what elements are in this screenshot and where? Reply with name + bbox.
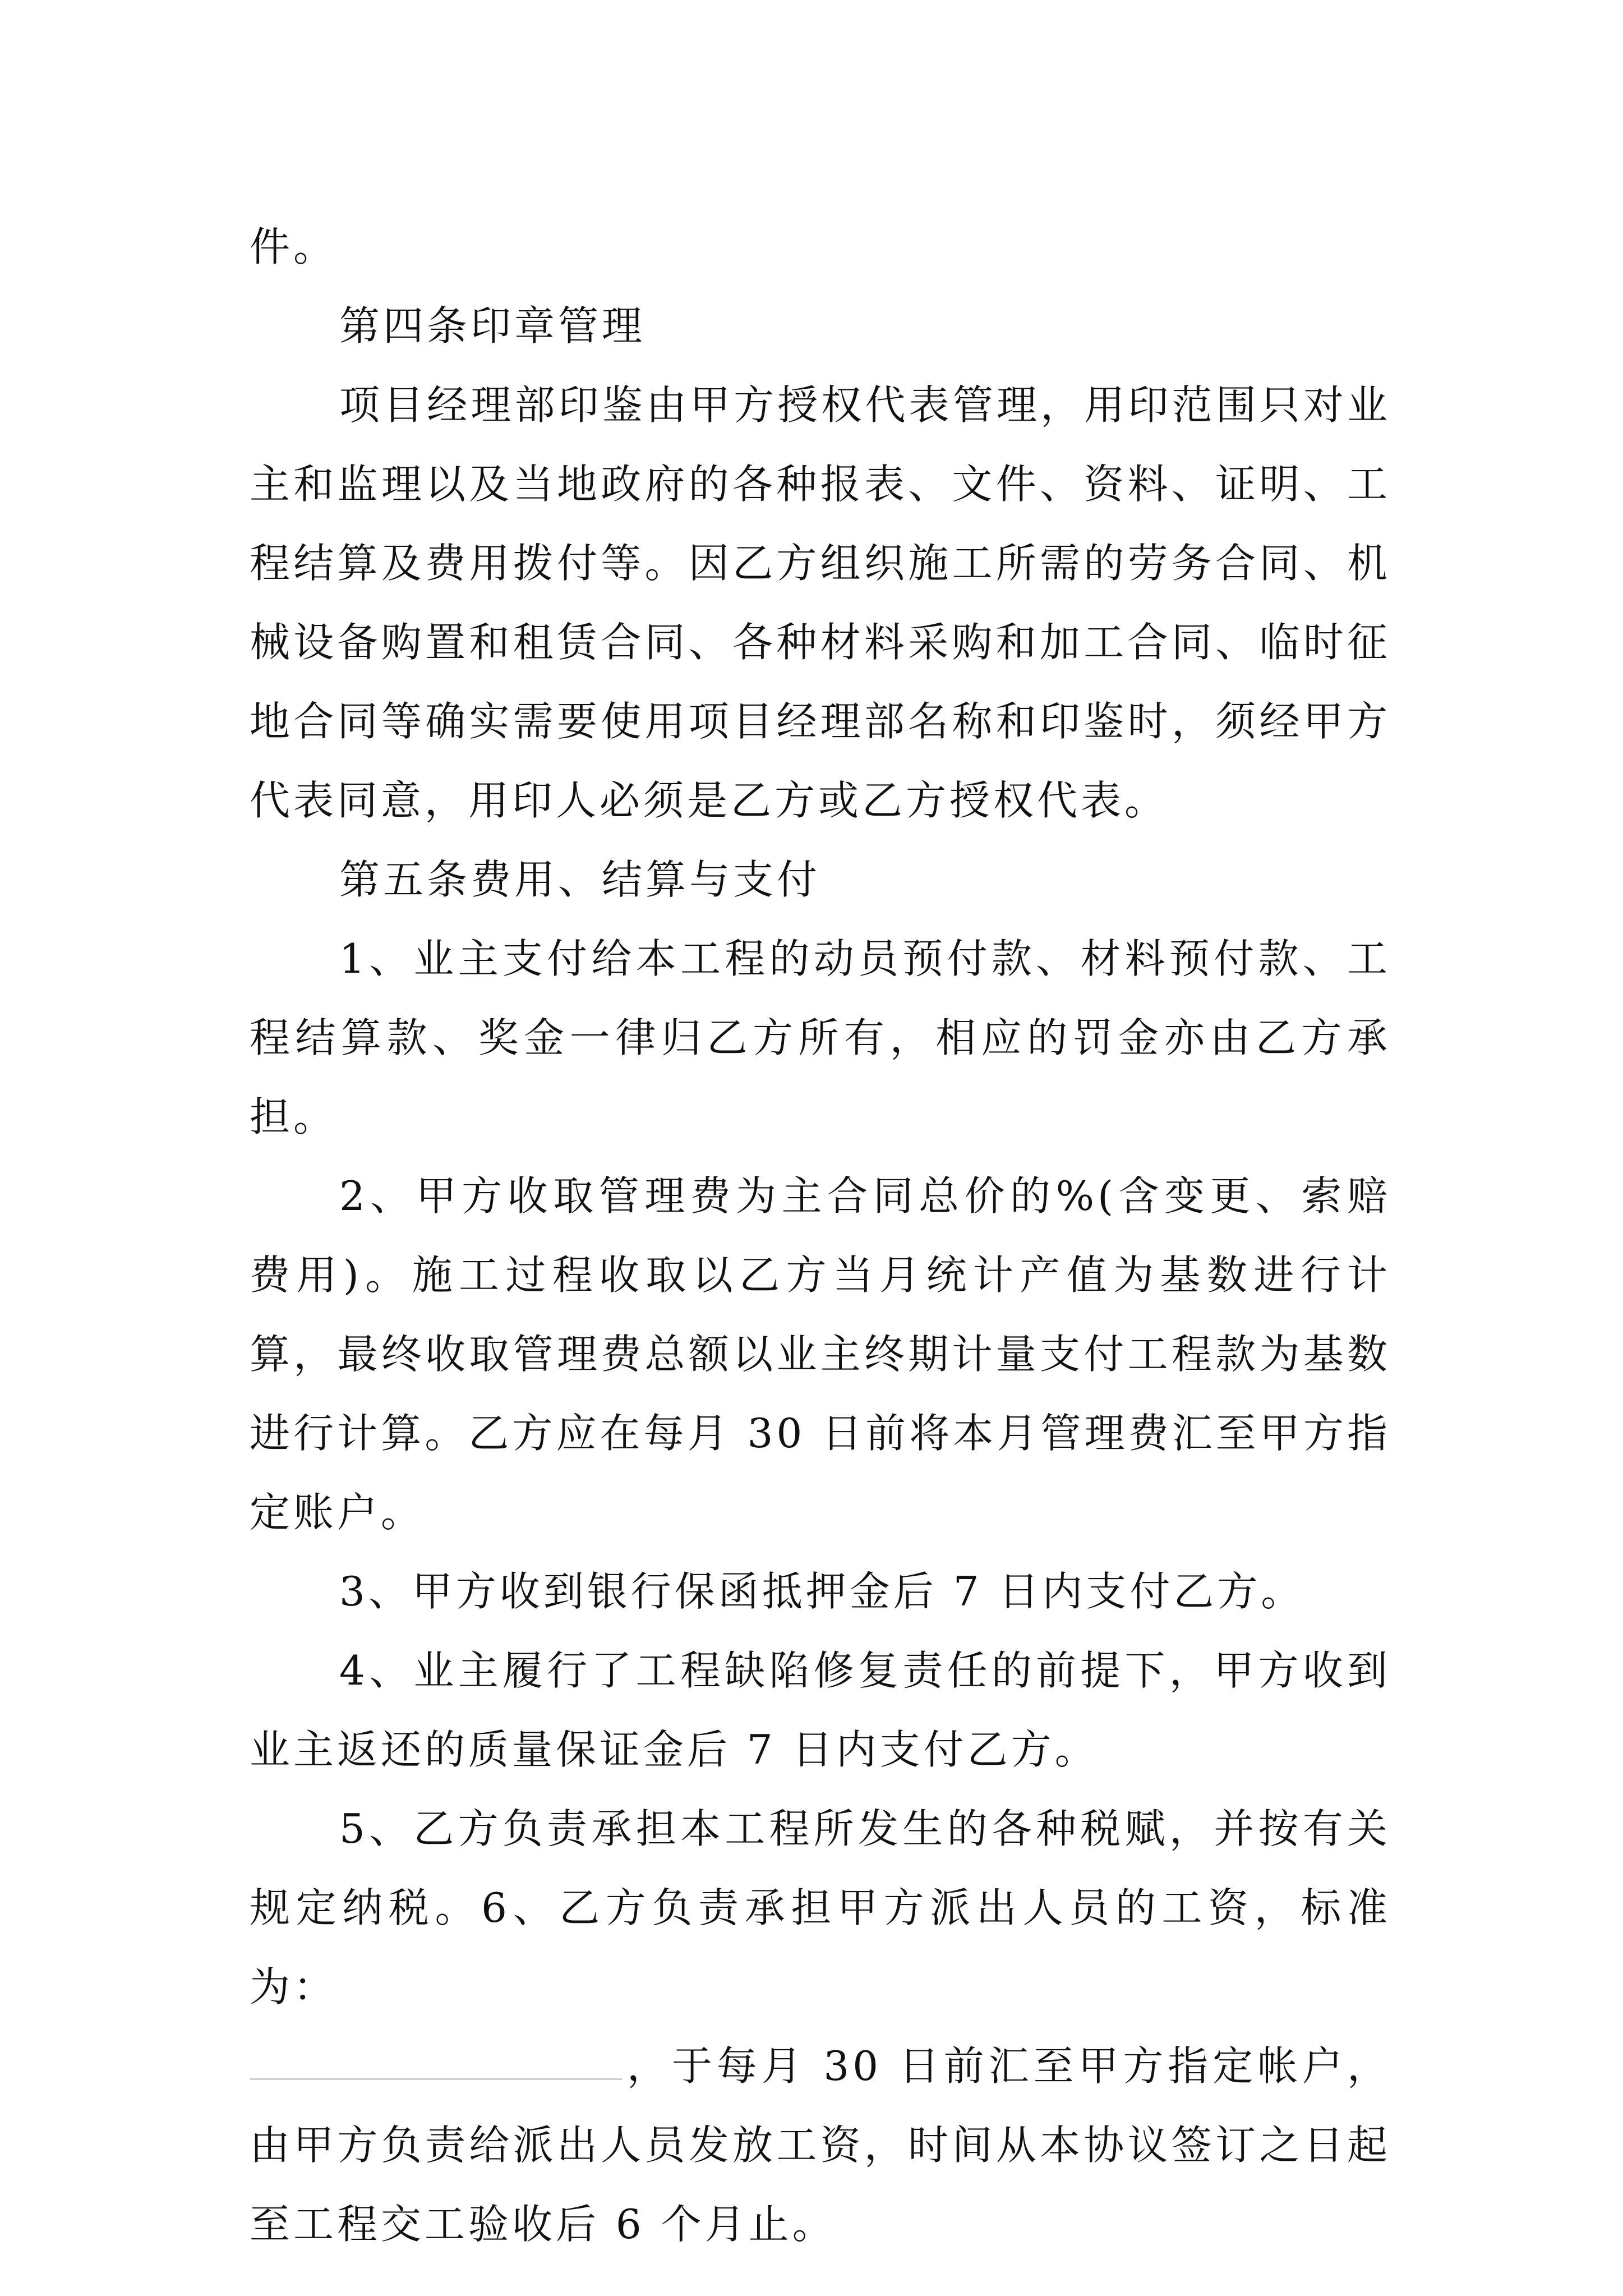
clause-3: 3、甲方收到银行保函抵押金后 7 日内支付乙方。 [339,1568,1305,1615]
clause-4: 4、业主履行了工程缺陷修复责任的前提下，甲方收到业主返还的质量保证金后 7 日内支付乙方。 [250,1647,1391,1773]
paragraph-continuation: 件。 [250,223,338,270]
article-5-heading: 第五条费用、结算与支付 [339,856,821,903]
clause-5-6: 5、乙方负责承担本工程所发生的各种税赋，并按有关规定纳税。6、乙方负责承担甲方派出人员的工资，标准为： [250,1805,1391,2010]
article-4-heading: 第四条印章管理 [339,302,646,349]
clause-6-continuation [250,2027,1391,2264]
fill-in-blank-line [250,2045,623,2080]
clause-2: 2、甲方收取管理费为主合同总价的%(含变更、索赔费用)。施工过程收取以乙方当月统计产值为基数进行计算，最终收取管理费总额以业主终期计量支付工程款为基数进行计算。乙方应在每月 30 日前将本月管理费汇至甲方指定账户。 [250,1172,1391,1536]
document-body [250,208,1391,2264]
article-4-body: 项目经理部印鉴由甲方授权代表管理，用印范围只对业主和监理以及当地政府的各种报表、文件、资料、证明、工程结算及费用拨付等。因乙方组织施工所需的劳务合同、机械设备购置和租赁合同、各种材料采购和加工合同、临时征地合同等确实需要使用项目经理部名称和印鉴时，须经甲方代表同意，用印人必须是乙方或乙方授权代表。 [250,381,1391,824]
clause-1: 1、业主支付给本工程的动员预付款、材料预付款、工程结算款、奖金一律归乙方所有，相应的罚金亦由乙方承担。 [250,935,1391,1140]
clause-6-continuation-text: ，于每月 30 日前汇至甲方指定帐户，由甲方负责给派出人员发放工资，时间从本协议签订之日起至工程交工验收后 6 个月止。 [250,2042,1391,2248]
